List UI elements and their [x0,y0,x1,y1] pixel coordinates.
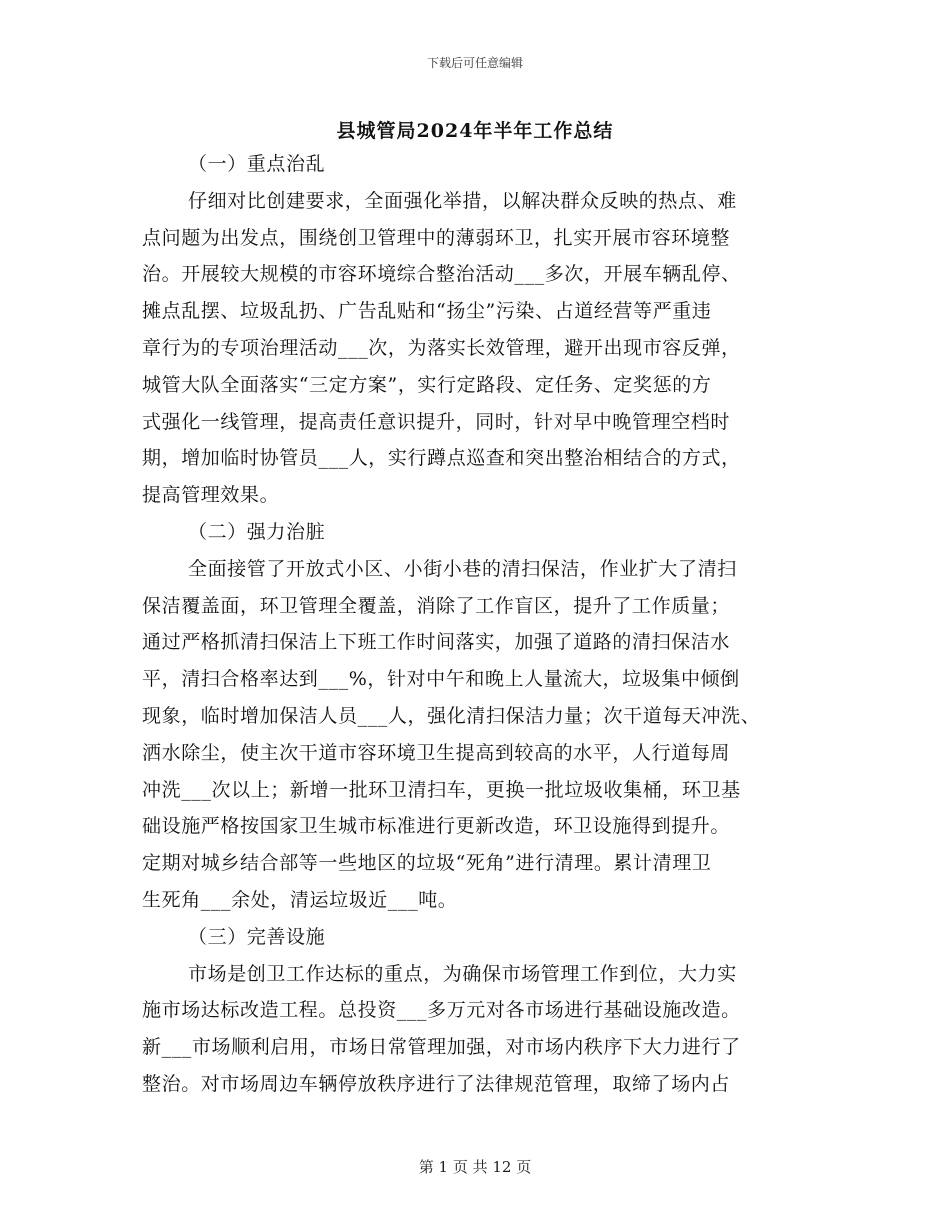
paragraph-line: 定期对城乡结合部等一些地区的垃圾“死角”进行清理。累计清理卫 [142,852,712,875]
paragraph-line: 通过严格抓清扫保洁上下班工作时间落实，加强了道路的清扫保洁水 [142,631,731,654]
paragraph-line: 城管大队全面落实“三定方案”，实行定路段、定任务、定奖惩的方 [142,373,712,396]
paragraph-line: 保洁覆盖面，环卫管理全覆盖，消除了工作盲区，提升了工作质量； [142,594,731,617]
paragraph-line: 仔细对比创建要求，全面强化举措，以解决群众反映的热点、难 [188,189,737,212]
paragraph-line: 新___市场顺利启用，市场日常管理加强，对市场内秩序下大力进行了 [142,1036,741,1059]
section-heading-3: （三）完善设施 [188,925,326,948]
paragraph-line: 冲洗___次以上；新增一批环卫清扫车，更换一批垃圾收集桶，环卫基 [142,778,741,801]
paragraph-line: 提高管理效果。 [142,484,280,507]
paragraph-line: 式强化一线管理，提高责任意识提升，同时，针对早中晚管理空档时 [142,410,731,433]
paragraph-line: 期，增加临时协管员___人，实行蹲点巡查和突出整治相结合的方式， [142,447,741,470]
paragraph-line: 施市场达标改造工程。总投资___多万元对各市场进行基础设施改造。 [142,999,741,1022]
paragraph-line: 全面接管了开放式小区、小街小巷的清扫保洁，作业扩大了清扫 [188,557,737,580]
paragraph-line: 摊点乱摆、垃圾乱扔、广告乱贴和“扬尘”污染、占道经营等严重违 [142,300,712,323]
document-title: 县城管局2024年半年工作总结 [336,120,614,142]
paragraph-line: 治。开展较大规模的市容环境综合整治活动___多次，开展车辆乱停、 [142,263,741,286]
paragraph-line: 洒水除尘，使主次干道市容环境卫生提高到较高的水平，人行道每周 [142,741,731,764]
paragraph-line: 础设施严格按国家卫生城市标准进行更新改造，环卫设施得到提升。 [142,815,731,838]
section-heading-2: （二）强力治脏 [188,520,326,543]
paragraph-line: 市场是创卫工作达标的重点，为确保市场管理工作到位，大力实 [188,962,737,985]
paragraph-line: 点问题为出发点，围绕创卫管理中的薄弱环卫，扎实开展市容环境整 [142,226,731,249]
header-note: 下载后可任意编辑 [426,56,523,70]
paragraph-line: 整治。对市场周边车辆停放秩序进行了法律规范管理，取缔了场内占 [142,1072,731,1095]
paragraph-line: 平，清扫合格率达到___%，针对中午和晚上人量流大，垃圾集中倾倒 [142,668,740,691]
section-heading-1: （一）重点治乱 [188,153,326,175]
page-number: 第 1 页 共 12 页 [418,1158,532,1176]
paragraph-line: 现象，临时增加保洁人员___人，强化清扫保洁力量；次干道每天冲洗、 [142,704,761,727]
document-body [142,146,812,1103]
paragraph-line: 生死角___余处，清运垃圾近___吨。 [142,888,458,911]
paragraph-line: 章行为的专项治理活动___次，为落实长效管理，避开出现市容反弹， [142,336,741,359]
